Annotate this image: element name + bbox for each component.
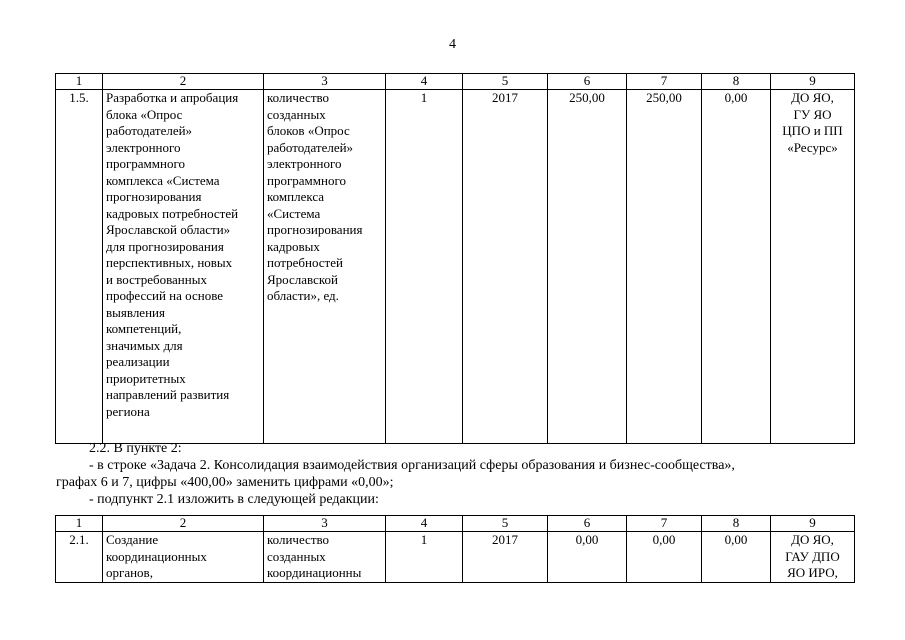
paragraph-task2-line1: - в строке «Задача 2. Консолидация взаимодействия организаций сферы образования и бизнес-сообщества», <box>89 458 735 473</box>
col-header: 9 <box>771 74 855 90</box>
row-number: 1.5. <box>56 90 103 444</box>
amount-cell: 0,00 <box>702 90 771 444</box>
executor-cell: ДО ЯО, ГУ ЯО ЦПО и ПП «Ресурс» <box>771 90 855 444</box>
amount-cell: 0,00 <box>548 532 627 583</box>
table-row <box>56 532 855 583</box>
activity-cell: Создание координационных органов, <box>103 532 264 583</box>
amount-cell: 250,00 <box>627 90 702 444</box>
executor-cell: ДО ЯО, ГАУ ДПО ЯО ИРО, <box>771 532 855 583</box>
col-header: 7 <box>627 516 702 532</box>
paragraph-subitem-2-1: - подпункт 2.1 изложить в следующей редакции: <box>89 492 379 507</box>
col-header: 5 <box>463 74 548 90</box>
indicator-cell: количество созданных координационны <box>264 532 386 583</box>
paragraph-task2-line2: графах 6 и 7, цифры «400,00» заменить цифрами «0,00»; <box>56 475 394 490</box>
value-cell: 1 <box>386 532 463 583</box>
col-header: 5 <box>463 516 548 532</box>
col-header: 6 <box>548 516 627 532</box>
col-header: 1 <box>56 74 103 90</box>
column-number-row <box>56 74 855 90</box>
indicator-cell: количество созданных блоков «Опрос работодателей» электронного программного комплекса «Система прогнозирования кадровых потребностей Ярославской области», ед. <box>264 90 386 444</box>
amount-cell: 0,00 <box>702 532 771 583</box>
col-header: 3 <box>264 74 386 90</box>
col-header: 8 <box>702 74 771 90</box>
amount-cell: 250,00 <box>548 90 627 444</box>
activity-cell: Разработка и апробация блока «Опрос работодателей» электронного программного комплекса «Система прогнозирования кадровых потребностей Ярославской области» для прогнозирования перспективных, новых и востребованных профессий на основе выявления компетенций, значимых для реализации приоритетных направлений развития региона <box>103 90 264 444</box>
paragraph-2-2: 2.2. В пункте 2: <box>89 441 182 456</box>
col-header: 4 <box>386 516 463 532</box>
table-row <box>56 90 855 444</box>
plan-table-1 <box>55 73 855 444</box>
col-header: 2 <box>103 74 264 90</box>
col-header: 3 <box>264 516 386 532</box>
year-cell: 2017 <box>463 532 548 583</box>
plan-table-2 <box>55 515 855 583</box>
column-number-row <box>56 516 855 532</box>
col-header: 7 <box>627 74 702 90</box>
amount-cell: 0,00 <box>627 532 702 583</box>
col-header: 4 <box>386 74 463 90</box>
row-number: 2.1. <box>56 532 103 583</box>
col-header: 6 <box>548 74 627 90</box>
col-header: 1 <box>56 516 103 532</box>
col-header: 9 <box>771 516 855 532</box>
year-cell: 2017 <box>463 90 548 444</box>
col-header: 2 <box>103 516 264 532</box>
value-cell: 1 <box>386 90 463 444</box>
page-number: 4 <box>449 37 456 52</box>
col-header: 8 <box>702 516 771 532</box>
